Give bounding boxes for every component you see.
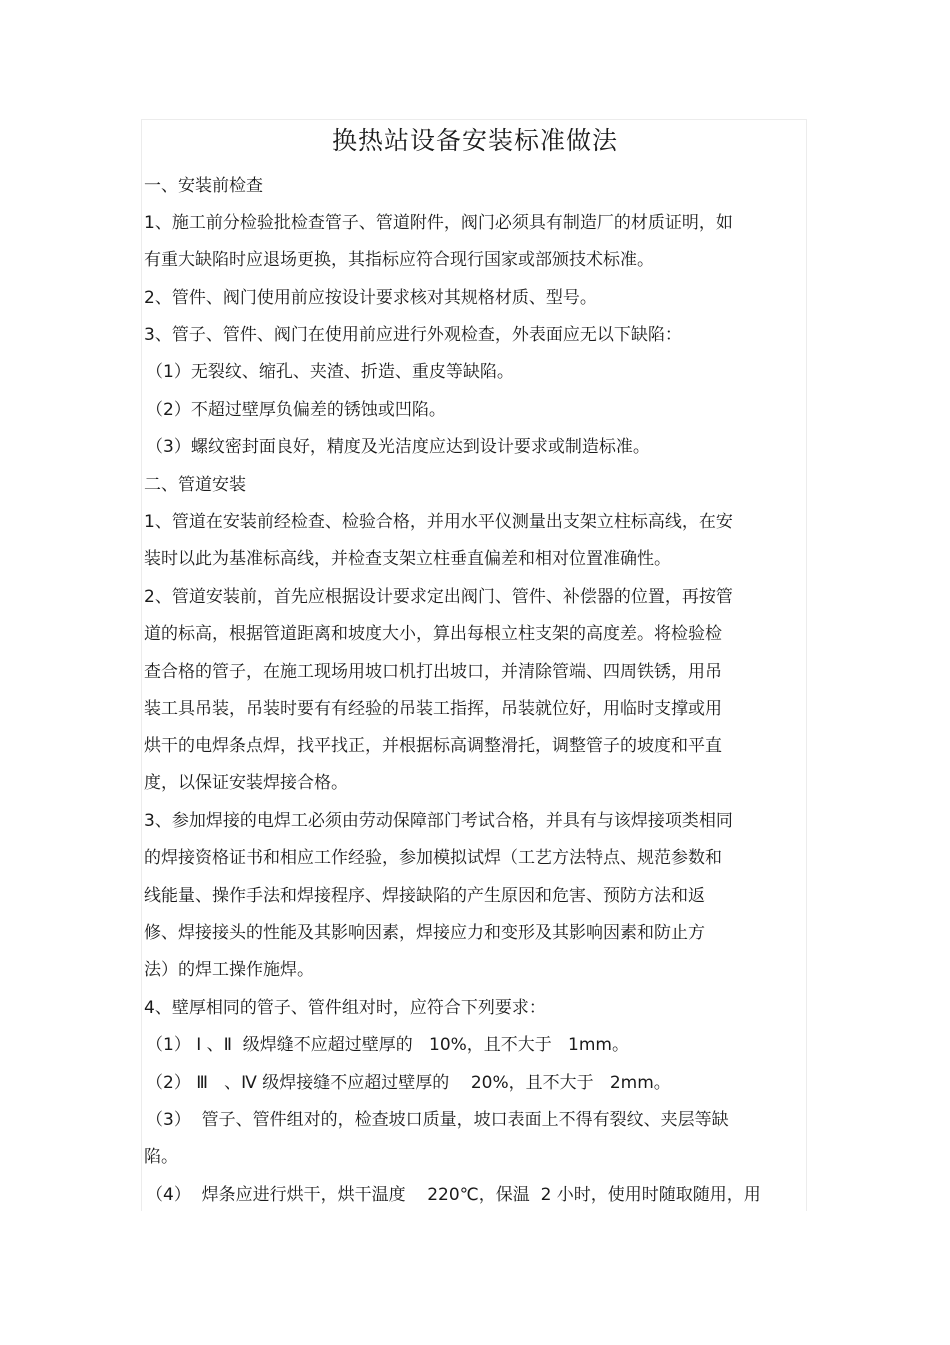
paragraph-line: 1、管道在安装前经检查、检验合格，并用水平仪测量出支架立柱标高线，在安	[144, 512, 733, 532]
paragraph-line: 陷。	[144, 1147, 178, 1167]
section-heading: 二、管道安装	[144, 475, 246, 495]
list-item: （1） Ⅰ 、Ⅱ 级焊缝不应超过壁厚的 10%，且不大于 1mm。	[146, 1035, 629, 1055]
paragraph-line: 的焊接资格证书和相应工作经验，参加模拟试焊（工艺方法特点、规范参数和	[144, 848, 722, 868]
paragraph-line: 2、管件、阀门使用前应按设计要求核对其规格材质、型号。	[144, 288, 597, 308]
paragraph-line: 3、管子、管件、阀门在使用前应进行外观检查，外表面应无以下缺陷：	[144, 325, 682, 345]
paragraph-line: 装工具吊装，吊装时要有有经验的吊装工指挥，吊装就位好，用临时支撑或用	[144, 699, 722, 719]
paragraph-line: 法）的焊工操作施焊。	[144, 960, 314, 980]
paragraph-line: 3、参加焊接的电焊工必须由劳动保障部门考试合格，并具有与该焊接项类相同	[144, 811, 733, 831]
list-item: （2） Ⅲ 、Ⅳ 级焊接缝不应超过壁厚的 20%，且不大于 2mm。	[146, 1073, 671, 1093]
section-heading: 一、安装前检查	[144, 176, 263, 196]
document-title: 换热站设备安装标准做法	[331, 126, 618, 155]
paragraph-line: 度，以保证安装焊接合格。	[144, 773, 348, 793]
paragraph-line: 4、壁厚相同的管子、管件组对时，应符合下列要求：	[144, 998, 546, 1018]
paragraph-line: 烘干的电焊条点焊，找平找正，并根据标高调整滑托，调整管子的坡度和平直	[144, 736, 722, 756]
list-item: （3）螺纹密封面良好，精度及光洁度应达到设计要求或制造标准。	[146, 437, 650, 457]
list-item: （3） 管子、管件组对的，检查坡口质量，坡口表面上不得有裂纹、夹层等缺	[146, 1110, 729, 1130]
list-item: （2）不超过壁厚负偏差的锈蚀或凹陷。	[146, 400, 446, 420]
paragraph-line: 查合格的管子，在施工现场用坡口机打出坡口，并清除管端、四周铁锈，用吊	[144, 662, 722, 682]
paragraph-line: 修、焊接接头的性能及其影响因素，焊接应力和变形及其影响因素和防止方	[144, 923, 705, 943]
paragraph-line: 线能量、操作手法和焊接程序、焊接缺陷的产生原因和危害、预防方法和返	[144, 886, 705, 906]
paragraph-line: 装时以此为基准标高线，并检查支架立柱垂直偏差和相对位置准确性。	[144, 549, 671, 569]
paragraph-line: 1、施工前分检验批检查管子、管道附件，阀门必须具有制造厂的材质证明，如	[144, 213, 733, 233]
list-item: （4） 焊条应进行烘干，烘干温度 220℃，保温 2 小时，使用时随取随用，用	[146, 1185, 761, 1205]
paragraph-line: 有重大缺陷时应退场更换，其指标应符合现行国家或部颁技术标准。	[144, 250, 654, 270]
list-item: （1）无裂纹、缩孔、夹渣、折造、重皮等缺陷。	[146, 362, 514, 382]
paragraph-line: 道的标高，根据管道距离和坡度大小，算出每根立柱支架的高度差。将检验检	[144, 624, 722, 644]
paragraph-line: 2、管道安装前，首先应根据设计要求定出阀门、管件、补偿器的位置，再按管	[144, 587, 733, 607]
